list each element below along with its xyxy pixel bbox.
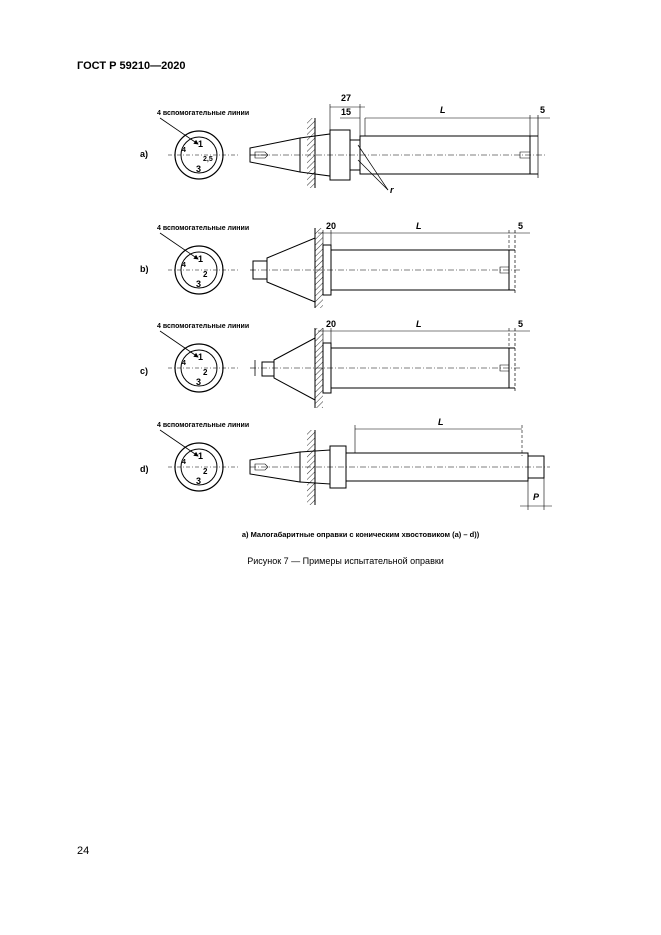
dim-L-d: L (438, 417, 444, 427)
row-c (140, 319, 530, 408)
circle-num-1-d: 1 (198, 451, 204, 461)
dim-L-c: L (416, 319, 422, 329)
circle-num-2-a: 2,5 (203, 156, 213, 163)
row-label-c: c) (140, 366, 149, 376)
dim-15-a: 15 (341, 107, 352, 117)
circle-num-3-d: 3 (196, 476, 202, 486)
radius-label-a: r (390, 185, 394, 195)
circle-num-4-d: 4 (182, 459, 186, 466)
circle-num-2-d: 2 (203, 467, 208, 476)
circle-num-1-b: 1 (198, 254, 204, 264)
document-header: ГОСТ Р 59210—2020 (77, 60, 186, 72)
dim-L-a: L (440, 105, 446, 115)
row-label-b: b) (140, 264, 149, 274)
circle-num-3-c: 3 (196, 377, 202, 387)
circle-num-2-c: 2 (203, 368, 208, 377)
dim-5-a: 5 (540, 105, 546, 115)
dim-L-b: L (416, 221, 422, 231)
circle-num-3-a: 3 (196, 164, 202, 174)
figure-caption: Рисунок 7 — Примеры испытательной оправки (247, 556, 444, 566)
row-label-d: d) (140, 464, 149, 474)
row-label-a: a) (140, 149, 149, 159)
row-d (140, 417, 552, 510)
aux-lines-label-c: 4 вспомогательные линии (157, 323, 250, 330)
circle-num-1-c: 1 (198, 352, 204, 362)
dim-5-b: 5 (518, 221, 524, 231)
row-b (140, 221, 530, 308)
circle-num-1-a: 1 (198, 139, 204, 149)
page-number: 24 (77, 845, 90, 857)
circle-num-4-c: 4 (182, 360, 186, 367)
dim-5-c: 5 (518, 319, 524, 329)
circle-num-4-b: 4 (182, 262, 186, 269)
row-a (140, 93, 550, 195)
figure-subcaption: a) Малогабаритные оправки с коническим хвостовиком (a) – d)) (241, 530, 480, 539)
aux-lines-label-a: 4 вспомогательные линии (157, 110, 250, 117)
dim-20-c: 20 (326, 319, 337, 329)
dim-20-b: 20 (326, 221, 337, 231)
circle-num-2-b: 2 (203, 270, 208, 279)
aux-lines-label-d: 4 вспомогательные линии (157, 422, 250, 429)
dim-27-a: 27 (341, 93, 352, 103)
aux-lines-label-b: 4 вспомогательные линии (157, 225, 250, 232)
circle-num-4-a: 4 (182, 147, 186, 154)
circle-num-3-b: 3 (196, 279, 202, 289)
dim-P-d: P (533, 492, 540, 502)
